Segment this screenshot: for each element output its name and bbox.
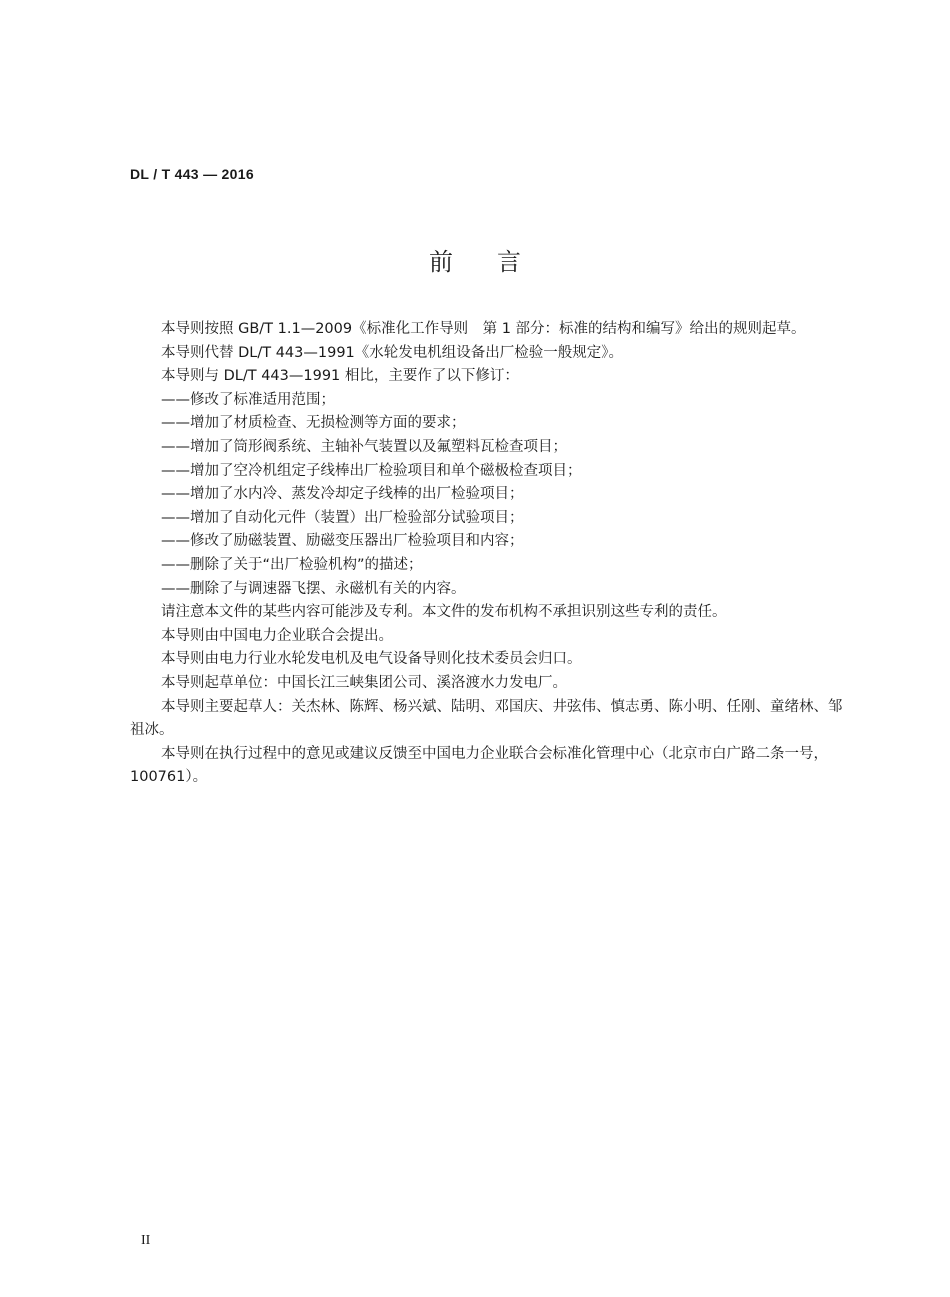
paragraph-patent-notice: 请注意本文件的某些内容可能涉及专利。本文件的发布机构不承担识别这些专利的责任。: [161, 604, 727, 621]
change-item: ——修改了标准适用范围；: [161, 391, 335, 408]
change-item: ——增加了材质检查、无损检测等方面的要求；: [161, 415, 466, 432]
paragraph-proposer: 本导则由中国电力企业联合会提出。: [161, 627, 393, 644]
paragraph-drafting-rules: 本导则按照 GB/T 1.1—2009《标准化工作导则 第 1 部分：标准的结构和编写》给出的规则起草。: [161, 321, 806, 337]
change-item: ——增加了空冷机组定子线棒出厂检验项目和单个磁极检查项目；: [161, 462, 582, 479]
change-item: ——删除了关于“出厂检验机构”的描述；: [161, 556, 423, 573]
paragraph-feedback: 本导则在执行过程中的意见或建议反馈至中国电力企业联合会标准化管理中心（北京市白广路二条一号，100761）。: [130, 745, 828, 786]
document-code-header: DL / T 443 — 2016: [130, 166, 254, 182]
paragraph-technical-committee: 本导则由电力行业水轮发电机及电气设备导则化技术委员会归口。: [161, 651, 582, 668]
page-title: 前言: [429, 248, 565, 276]
paragraph-drafting-units: 本导则起草单位：中国长江三峡集团公司、溪洛渡水力发电厂。: [161, 674, 567, 691]
paragraph-drafters: 本导则主要起草人：关杰林、陈辉、杨兴斌、陆明、邓国庆、井弦伟、慎志勇、陈小明、任刚、童绪林、邹祖冰。: [130, 698, 843, 739]
paragraph-changes-intro: 本导则与 DL/T 443—1991 相比，主要作了以下修订：: [161, 368, 519, 385]
change-item: ——增加了水内冷、蒸发冷却定子线棒的出厂检验项目；: [161, 486, 524, 503]
change-item: ——增加了自动化元件（装置）出厂检验部分试验项目；: [161, 509, 524, 526]
change-item: ——增加了筒形阀系统、主轴补气装置以及氟塑料瓦检查项目；: [161, 438, 567, 455]
paragraph-replaces: 本导则代替 DL/T 443—1991《水轮发电机组设备出厂检验一般规定》。: [161, 344, 624, 361]
change-item: ——删除了与调速器飞摆、永磁机有关的内容。: [161, 580, 466, 597]
page-number: II: [141, 1233, 151, 1248]
foreword-body: [130, 318, 850, 790]
change-item: ——修改了励磁装置、励磁变压器出厂检验项目和内容；: [161, 533, 524, 550]
